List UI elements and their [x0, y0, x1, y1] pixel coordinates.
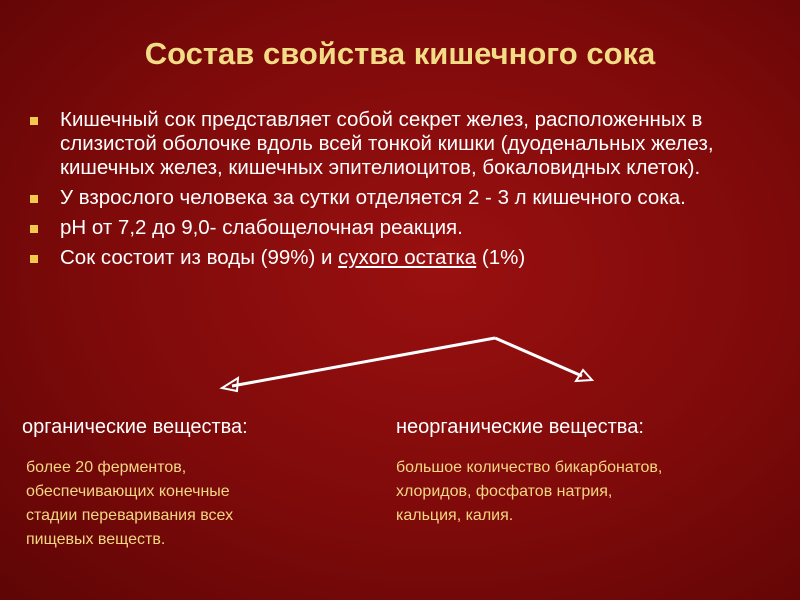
inorganic-line: хлоридов, фосфатов натрия,: [396, 483, 613, 500]
arrow-left: [232, 338, 495, 386]
arrow-right: [495, 338, 582, 376]
bullet-text: Кишечный сок представляет собой секрет желез, расположенных в слизистой оболочке вдоль всей тонкой кишки (дуоденальных желез, кишечных желез, кишечных эпителиоцитов, бокаловидных клеток).: [60, 108, 714, 179]
arrow-right-head: [576, 370, 592, 381]
bullet-text: рН от 7,2 до 9,0- слабощелочная реакция.: [60, 216, 463, 239]
organic-line: обеспечивающих конечные: [26, 483, 230, 500]
inorganic-heading: неорганические вещества:: [396, 416, 644, 438]
inorganic-line: кальция, калия.: [396, 507, 514, 524]
slide-title: Состав свойства кишечного сока: [144, 36, 656, 71]
organic-line: более 20 ферментов,: [26, 459, 187, 476]
inorganic-description: [396, 456, 662, 528]
bullet-text: У взрослого человека за сутки отделяется 2 - 3 л кишечного сока.: [60, 186, 686, 209]
organic-line: стадии переваривания всех: [26, 507, 234, 524]
bullet-text-start: Сок состоит из воды (99%) и: [60, 246, 339, 269]
organic-heading: органические вещества:: [22, 416, 248, 438]
organic-description: [26, 456, 233, 552]
bullet-text-end: (1%): [476, 246, 526, 269]
dry-residue-link[interactable]: сухого остатка: [338, 246, 477, 269]
inorganic-line: большое количество бикарбонатов,: [396, 459, 663, 476]
organic-line: пищевых веществ.: [26, 531, 166, 548]
